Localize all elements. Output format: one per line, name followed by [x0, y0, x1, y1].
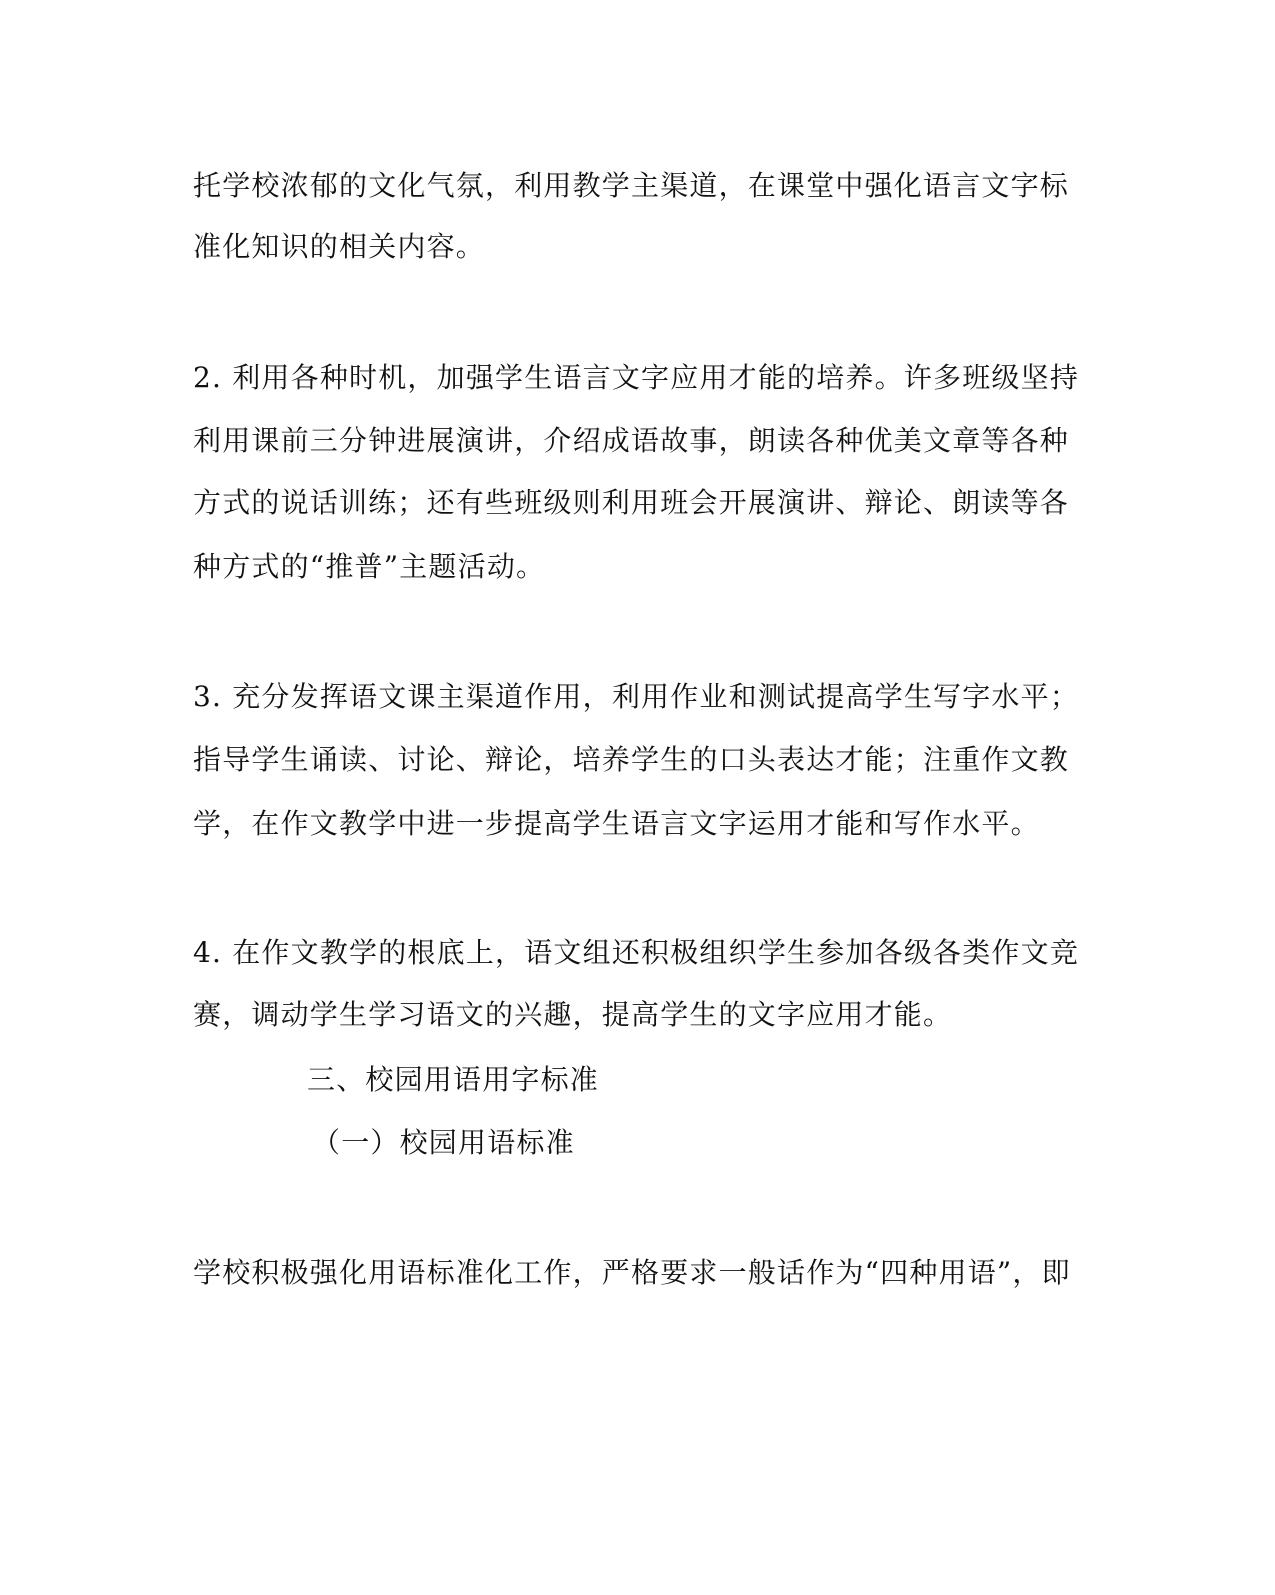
paragraph-3-line-3: 学，在作文教学中进一步提高学生语言文字运用才能和写作水平。 [193, 807, 1040, 840]
paragraph-1-line-2: 准化知识的相关内容。 [193, 230, 486, 263]
section-heading: 三、校园用语用字标准 [307, 1063, 600, 1096]
paragraph-2-line-1: 2. 利用各种时机，加强学生语言文字应用才能的培养。许多班级坚持 [193, 361, 1080, 394]
paragraph-5-line-1: 学校积极强化用语标准化工作，严格要求一般话作为“四种用语”，即 [193, 1256, 1071, 1289]
paragraph-2-line-2: 利用课前三分钟进展演讲，介绍成语故事，朗读各种优美文章等各种 [193, 424, 1070, 457]
paragraph-1-line-1: 托学校浓郁的文化气氛，利用教学主渠道，在课堂中强化语言文字标 [193, 169, 1070, 202]
paragraph-2-line-4: 种方式的“推普”主题活动。 [193, 550, 546, 583]
subsection-heading: （一）校园用语标准 [312, 1126, 575, 1159]
paragraph-3-line-2: 指导学生诵读、讨论、辩论，培养学生的口头表达才能；注重作文教 [193, 743, 1070, 776]
paragraph-4-line-1: 4. 在作文教学的根底上，语文组还积极组织学生参加各级各类作文竞 [193, 936, 1080, 969]
paragraph-2-line-3: 方式的说话训练；还有些班级则利用班会开展演讲、辩论、朗读等各 [193, 486, 1070, 519]
paragraph-4-line-2: 赛，调动学生学习语文的兴趣，提高学生的文字应用才能。 [193, 998, 953, 1031]
paragraph-3-line-1: 3. 充分发挥语文课主渠道作用，利用作业和测试提高学生写字水平； [193, 680, 1080, 713]
